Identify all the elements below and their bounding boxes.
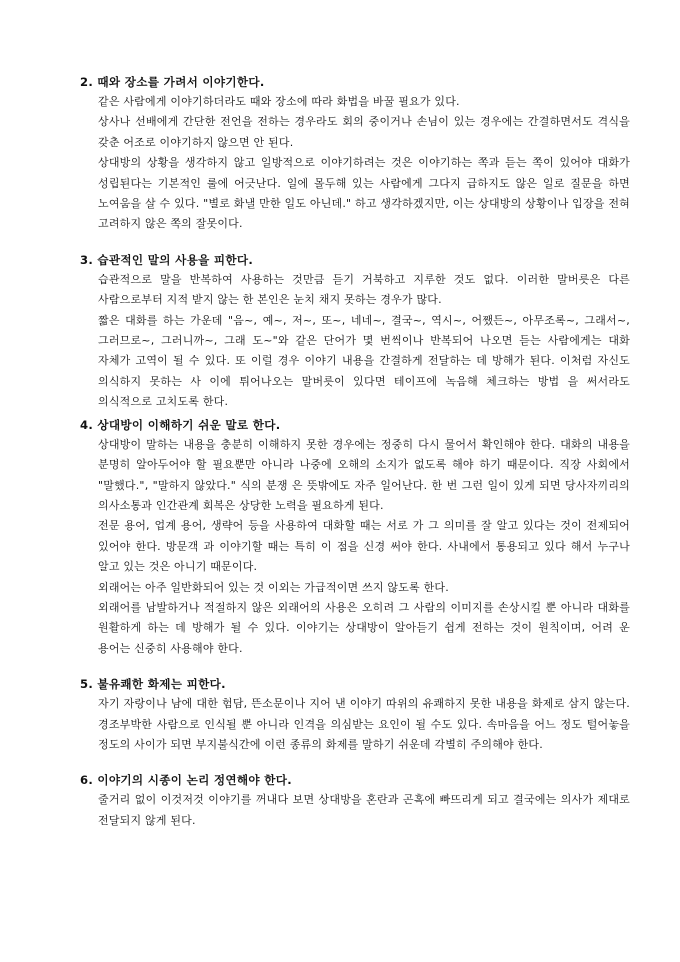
section-3 bbox=[80, 250, 630, 413]
section-heading: 5. 불유쾌한 화제는 피한다. bbox=[80, 677, 226, 692]
paragraph: 같은 사람에게 이야기하더라도 때와 장소에 따라 화법을 바꿀 필요가 있다. bbox=[98, 95, 460, 108]
paragraph: 자기 자랑이나 남에 대한 험담, 뜬소문이나 지어 낸 이야기 따위의 유쾌하지 못한 내용을 화제로 삼지 않는다. 경조부박한 사람으로 인식될 뿐 아니라 인격을 의심받는 요인이 될 수도 있다. 속마음을 어느 정도 털어놓을 정도의 사이가 되면 부지불식간에 이런 종류의 화제를 말하기 쉬운데 각별히 주의해야 한다. bbox=[98, 697, 630, 751]
paragraph: 줄거리 없이 이것저것 이야기를 꺼내다 보면 상대방을 혼란과 곤혹에 빠뜨리게 되고 결국에는 의사가 제대로 전달되지 않게 된다. bbox=[98, 793, 630, 827]
section-heading: 4. 상대방이 이해하기 쉬운 말로 한다. bbox=[80, 417, 281, 432]
paragraph: 짧은 대화를 하는 가운데 "음~, 예~, 저~, 또~, 네네~, 결국~, 역시~, 어쨌든~, 아무조록~, 그래서~, 그러므로~, 그러니까~, 그래 도~"와 같은 단어가 몇 번씩이나 반복되어 나오면 듣는 사람에게는 대화 자체가 고역이 될 수 있다. 또 이럴 경우 이야기 내용을 간결하게 전달하는 데 방해가 된다. 이처럼 자신도 의식하지 못하는 사 이에 튀어나오는 말버릇이 있다면 테이프에 녹음해 체크하는 방법 을 써서라도 의식적으로 고치도록 한다. bbox=[98, 313, 630, 409]
section-heading: 3. 습관적인 말의 사용을 피한다. bbox=[80, 252, 254, 267]
section-heading: 2. 때와 장소를 가려서 이야기한다. bbox=[80, 75, 265, 89]
paragraph: 상대방이 말하는 내용을 충분히 이해하지 못한 경우에는 정중히 다시 물어서 확인해야 한다. 대화의 내용을 분명히 알아두어야 할 필요뿐만 아니라 나중에 오해의 소지가 없도록 해야 하기 때문이다. 직장 사회에서 "말했다.", "말하지 않았다." 식의 분쟁 은 뜻밖에도 자주 일어난다. 한 번 그런 일이 있게 되면 당사자끼리의 의사소통과 인간관계 회복은 상당한 노력을 필요하게 된다. bbox=[98, 437, 630, 512]
section-heading: 6. 이야기의 시종이 논리 정연해야 한다. bbox=[80, 773, 292, 788]
paragraph: 상사나 선배에게 간단한 전언을 전하는 경우라도 회의 중이거나 손님이 있는 경우에는 간결하면서도 격식을 갖춘 어조로 이야기하지 않으면 안 된다. bbox=[98, 115, 630, 149]
section-6 bbox=[80, 770, 630, 831]
paragraph: 습관적으로 말을 반복하여 사용하는 것만큼 듣기 거북하고 지루한 것도 없다. 이러한 말버릇은 다른 사람으로부터 지적 받지 않는 한 본인은 눈치 채지 못하는 경우가 많다. bbox=[98, 272, 630, 307]
paragraph: 외래어는 아주 일반화되어 있는 것 이외는 가급적이면 쓰지 않도록 한다. bbox=[98, 580, 449, 594]
paragraph: 외래어를 남발하거나 적절하지 않은 외래어의 사용은 오히려 그 사람의 이미지를 손상시킬 뿐 아니라 대화를 원활하게 하는 데 방해가 될 수 있다. 이야기는 상대방이 알아듣기 쉽게 전하는 것이 원칙이며, 어려 운 용어는 신중히 사용해야 한다. bbox=[98, 600, 630, 655]
section-5 bbox=[80, 674, 630, 755]
section-2 bbox=[80, 72, 630, 235]
paragraph: 전문 용어, 업계 용어, 생략어 등을 사용하여 대화할 때는 서로 가 그 의미를 잘 알고 있다는 것이 전제되어 있어야 한다. 방문객 과 이야기할 때는 특히 이 점을 신경 써야 한다. 사내에서 통용되고 있다 해서 누구나 알고 있는 것은 아니기 때문이다. bbox=[98, 519, 630, 574]
paragraph: 상대방의 상황을 생각하지 않고 일방적으로 이야기하려는 것은 이야기하는 쪽과 듣는 쪽이 있어야 대화가 성립된다는 기본적인 룰에 어긋난다. 일에 몰두해 있는 사람에게 그다지 급하지도 않은 일로 질문을 하면 노여움을 살 수 있다. "별로 화낼 만한 일도 아닌데." 하고 생각하겠지만, 이는 상대방의 상황이나 입장을 전혀 고려하지 않은 쪽의 잘못이다. bbox=[98, 156, 630, 231]
section-4 bbox=[80, 415, 630, 659]
